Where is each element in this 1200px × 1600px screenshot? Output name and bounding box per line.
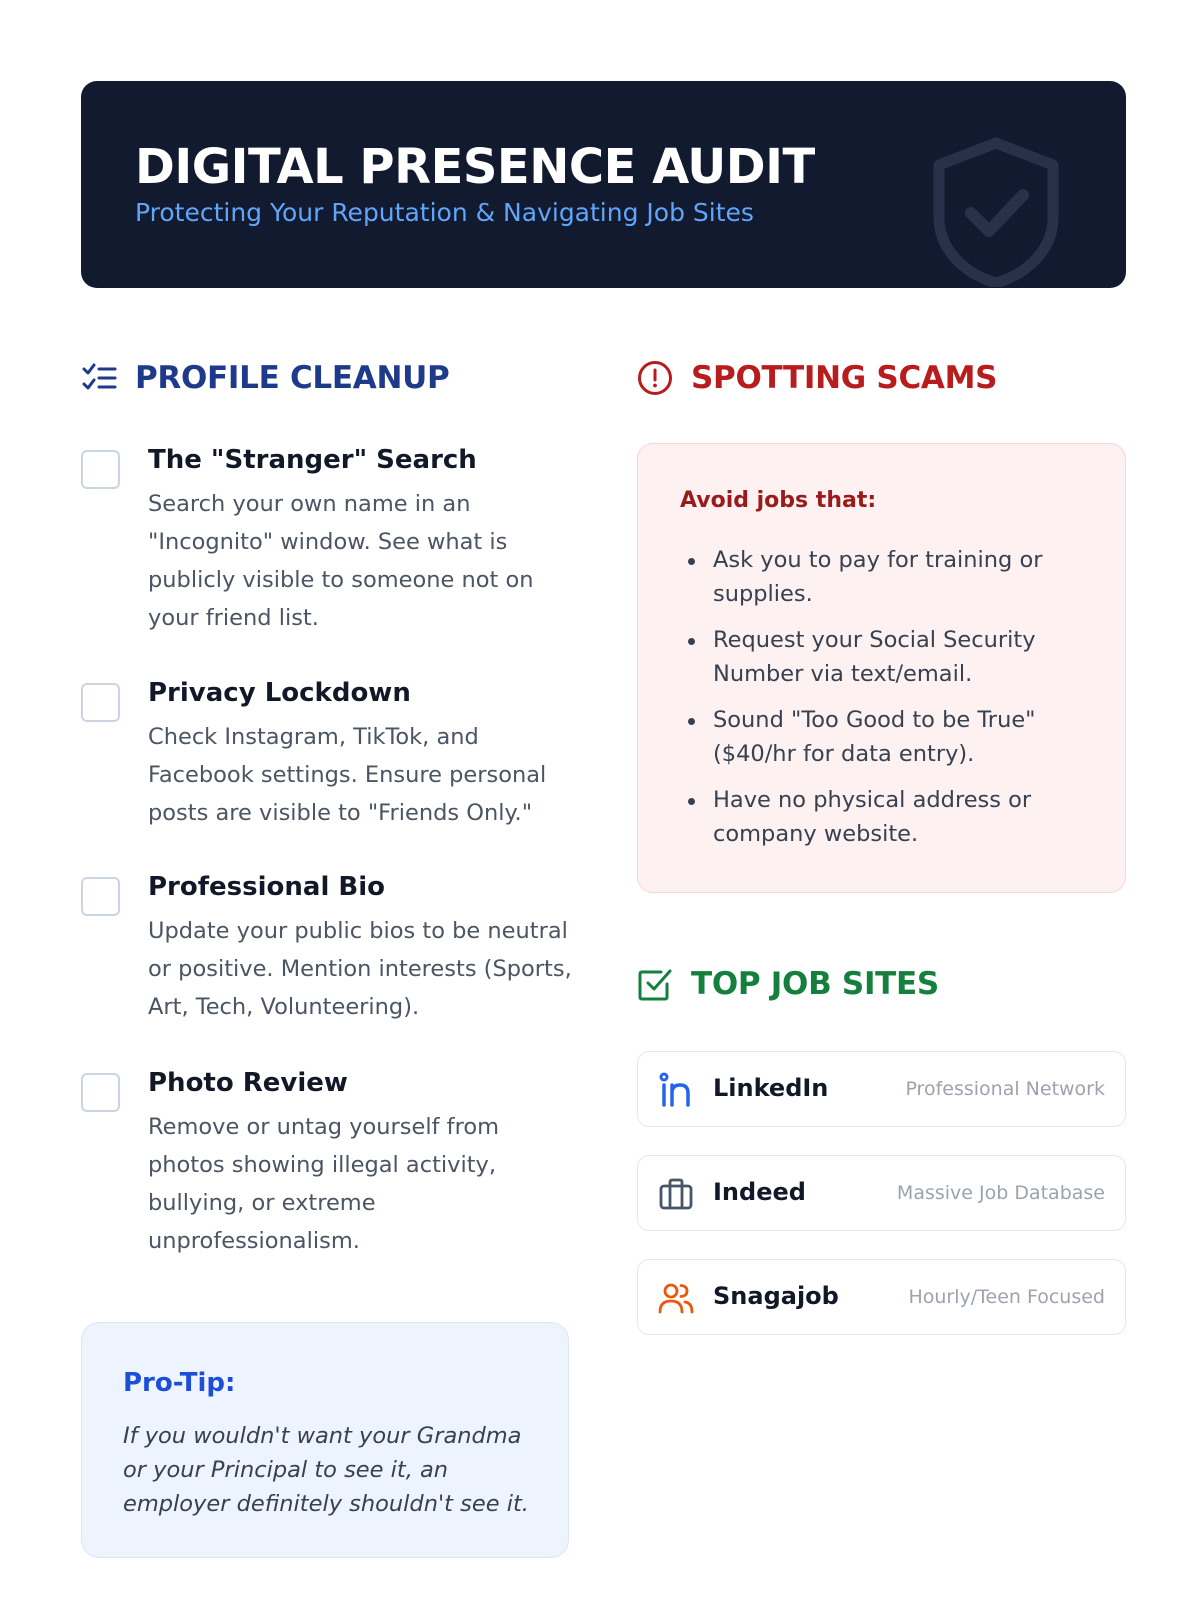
checklist-item-title: Photo Review [148, 1068, 348, 1098]
checklist-icon [81, 360, 117, 396]
section-title: SPOTTING SCAMS [691, 360, 998, 396]
shield-check-icon [931, 137, 1061, 287]
checklist-item-description: Search your own name in an "Incognito" window. See what is publicly visible to someone not on your friend list. [148, 491, 534, 631]
job-site-name: LinkedIn [713, 1074, 829, 1102]
pro-tip-title: Pro-Tip: [123, 1368, 236, 1398]
checklist-item-title: Privacy Lockdown [148, 678, 411, 708]
header-banner [81, 81, 1126, 288]
checkbox[interactable] [81, 450, 120, 489]
checkbox[interactable] [81, 1073, 120, 1112]
job-site-name: Indeed [713, 1178, 806, 1206]
job-site-description: Hourly/Teen Focused [908, 1286, 1105, 1308]
checkbox[interactable] [81, 683, 120, 722]
checkbox[interactable] [81, 877, 120, 916]
checklist-item-description: Update your public bios to be neutral or positive. Mention interests (Sports, Art, Tech, Volunteering). [148, 918, 572, 1020]
job-site-card-linkedin[interactable] [637, 1051, 1126, 1127]
list-item: Request your Social Security Number via text/email. [680, 624, 1100, 691]
users-icon [658, 1280, 694, 1316]
alert-circle-icon [637, 360, 673, 396]
list-item: Have no physical address or company website. [680, 784, 1100, 851]
job-site-card-indeed[interactable] [637, 1155, 1126, 1231]
checklist-item-description: Remove or untag yourself from photos showing illegal activity, bullying, or extreme unprofessionalism. [148, 1114, 500, 1254]
check-square-icon [637, 966, 673, 1002]
job-site-description: Professional Network [905, 1078, 1105, 1100]
briefcase-icon [658, 1176, 694, 1212]
list-item: Ask you to pay for training or supplies. [680, 544, 1100, 611]
section-title: PROFILE CLEANUP [135, 360, 450, 396]
pro-tip-text: If you wouldn't want your Grandma or your Principal to see it, an employer definitely shouldn't see it. [123, 1423, 529, 1517]
section-heading-spotting-scams [637, 360, 997, 396]
job-site-name: Snagajob [713, 1282, 839, 1310]
list-item: Sound "Too Good to be True" ($40/hr for data entry). [680, 704, 1100, 771]
scam-list [680, 544, 1100, 864]
scam-warning-card [637, 443, 1126, 893]
pro-tip-card [81, 1322, 569, 1558]
page-title: DIGITAL PRESENCE AUDIT [135, 139, 815, 195]
section-heading-top-job-sites [637, 966, 939, 1002]
job-site-card-snagajob[interactable] [637, 1259, 1126, 1335]
scam-lead: Avoid jobs that: [680, 488, 877, 513]
linkedin-icon [658, 1072, 694, 1108]
checklist-item-title: Professional Bio [148, 872, 386, 902]
checklist-item-title: The "Stranger" Search [148, 445, 477, 475]
job-site-description: Massive Job Database [896, 1182, 1105, 1204]
section-heading-profile-cleanup [81, 360, 449, 396]
page-subtitle: Protecting Your Reputation & Navigating Job Sites [135, 198, 754, 227]
checklist-item-description: Check Instagram, TikTok, and Facebook settings. Ensure personal posts are visible to "Friends Only." [148, 724, 547, 826]
section-title: TOP JOB SITES [691, 966, 939, 1002]
